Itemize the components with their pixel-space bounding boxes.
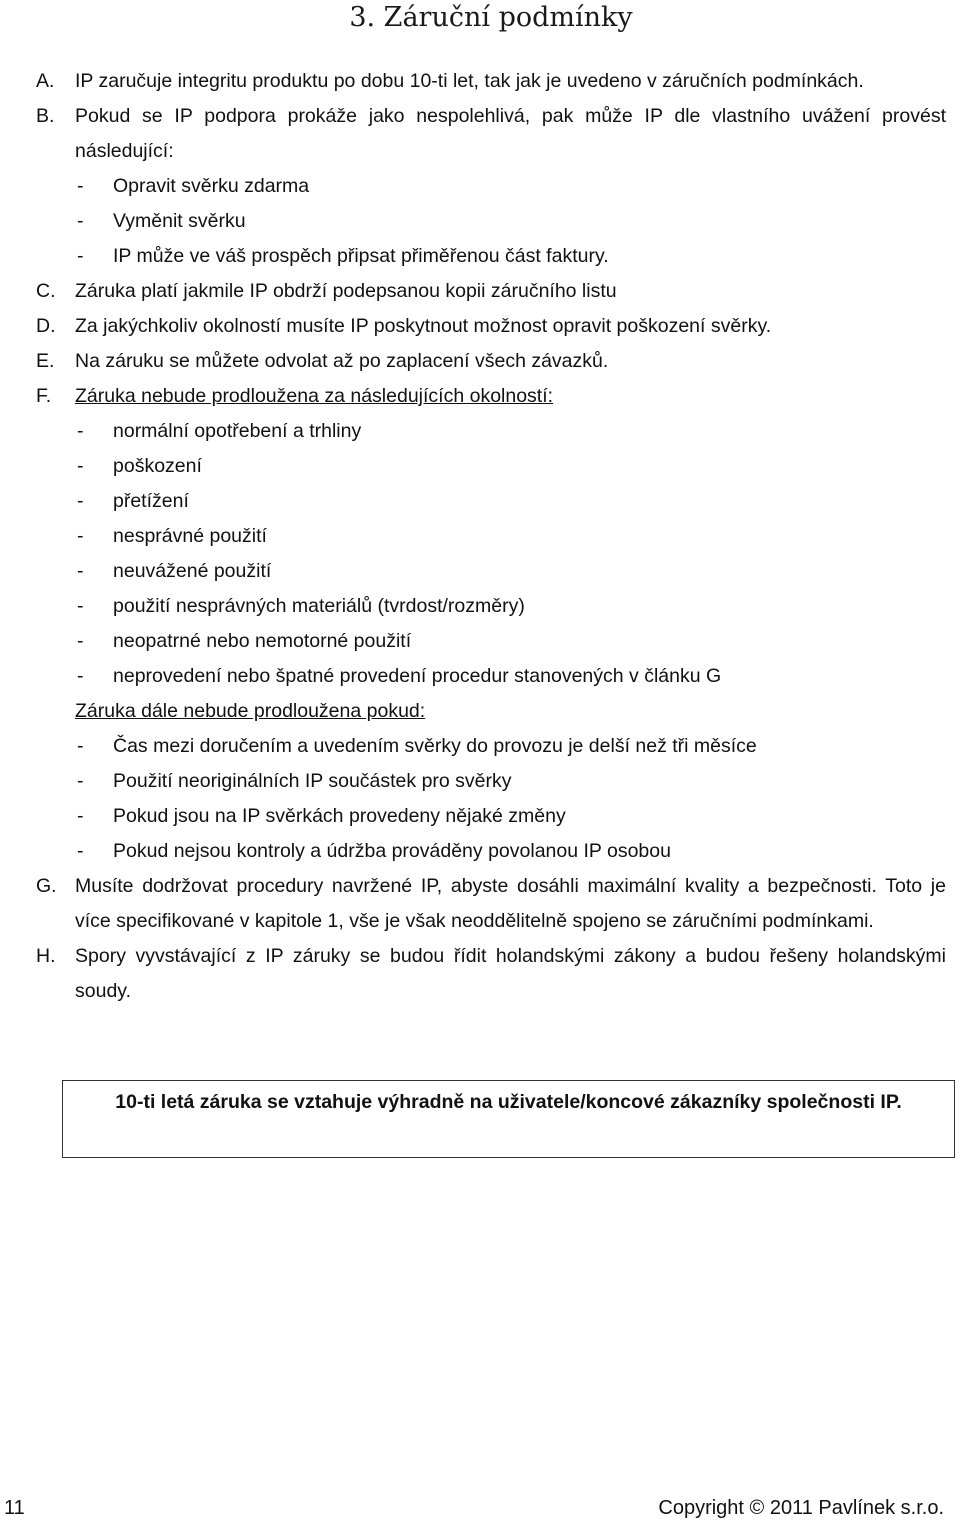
section-letter: E. [36,350,55,372]
section-letter: A. [36,70,55,92]
warranty-notice-box: 10-ti letá záruka se vztahuje výhradně na uživatele/koncové zákazníky společnosti IP. [62,1080,955,1158]
section-letter: G. [36,875,57,897]
list-item: - neprovedení nebo špatné provedení procedur stanovených v článku G [77,665,722,687]
list-item: - neuvážené použití [77,560,272,582]
list-item: - použití nesprávných materiálů (tvrdost/rozměry) [77,595,525,617]
section-text: IP zaručuje integritu produktu po dobu 10-ti let, tak jak je uvedeno v záručních podmínkách. [75,70,864,92]
section-f [36,379,946,869]
section-text: Pokud se IP podpora prokáže jako nespolehlivá, pak může IP dle vlastního uvážení provést následující: [75,105,946,162]
copyright-notice: Copyright © 2011 Pavlínek s.r.o. [658,1497,944,1519]
section-h [36,939,946,1009]
section-text: Spory vyvstávající z IP záruky se budou řídit holandskými zákony a budou řešeny holandskými soudy. [75,945,946,1002]
list-item: - neopatrné nebo nemotorné použití [77,630,412,652]
section-letter: H. [36,945,56,967]
page-number: 11 [4,1497,25,1519]
section-letter: D. [36,315,56,337]
section-text: Musíte dodržovat procedury navržené IP, abyste dosáhli maximální kvality a bezpečnosti. Toto je více specifikované v kapitole 1, vše je však neoddělitelně spojeno se záručními podmínkami. [75,875,946,932]
list-item: - Pokud nejsou kontroly a údržba prováděny povolanou IP osobou [77,840,671,862]
section-d [36,309,946,344]
section-a [36,64,946,99]
section-text: Na záruku se můžete odvolat až po zaplacení všech závazků. [75,350,609,372]
warranty-conditions [36,64,946,1009]
list-item: - Opravit svěrku zdarma [77,175,310,197]
list-item: - Použití neoriginálních IP součástek pro svěrky [77,770,512,792]
section-heading: Záruka nebude prodloužena za následujících okolností: [75,385,554,407]
section-letter: C. [36,280,56,302]
section-e [36,344,946,379]
list-item: - normální opotřebení a trhliny [77,420,362,442]
page-title: 3. Záruční podmínky [349,2,633,33]
list-item: - nesprávné použití [77,525,267,547]
section-c [36,274,946,309]
list-item: - IP může ve váš prospěch připsat přiměřenou část faktury. [77,245,609,267]
section-b [36,99,946,274]
list-item: - přetížení [77,490,189,512]
section-text: Za jakýchkoliv okolností musíte IP poskytnout možnost opravit poškození svěrky. [75,315,772,337]
list-item: - Čas mezi doručením a uvedením svěrky do provozu je delší než tři měsíce [77,735,757,757]
section-text: Záruka platí jakmile IP obdrží podepsanou kopii záručního listu [75,280,617,302]
list-item: - poškození [77,455,202,477]
list-item: - Pokud jsou na IP svěrkách provedeny nějaké změny [77,805,566,827]
section-g [36,869,946,939]
section-subheading: Záruka dále nebude prodloužena pokud: [75,700,426,722]
list-item: - Vyměnit svěrku [77,210,246,232]
section-letter: B. [36,105,55,127]
section-letter: F. [36,385,52,407]
